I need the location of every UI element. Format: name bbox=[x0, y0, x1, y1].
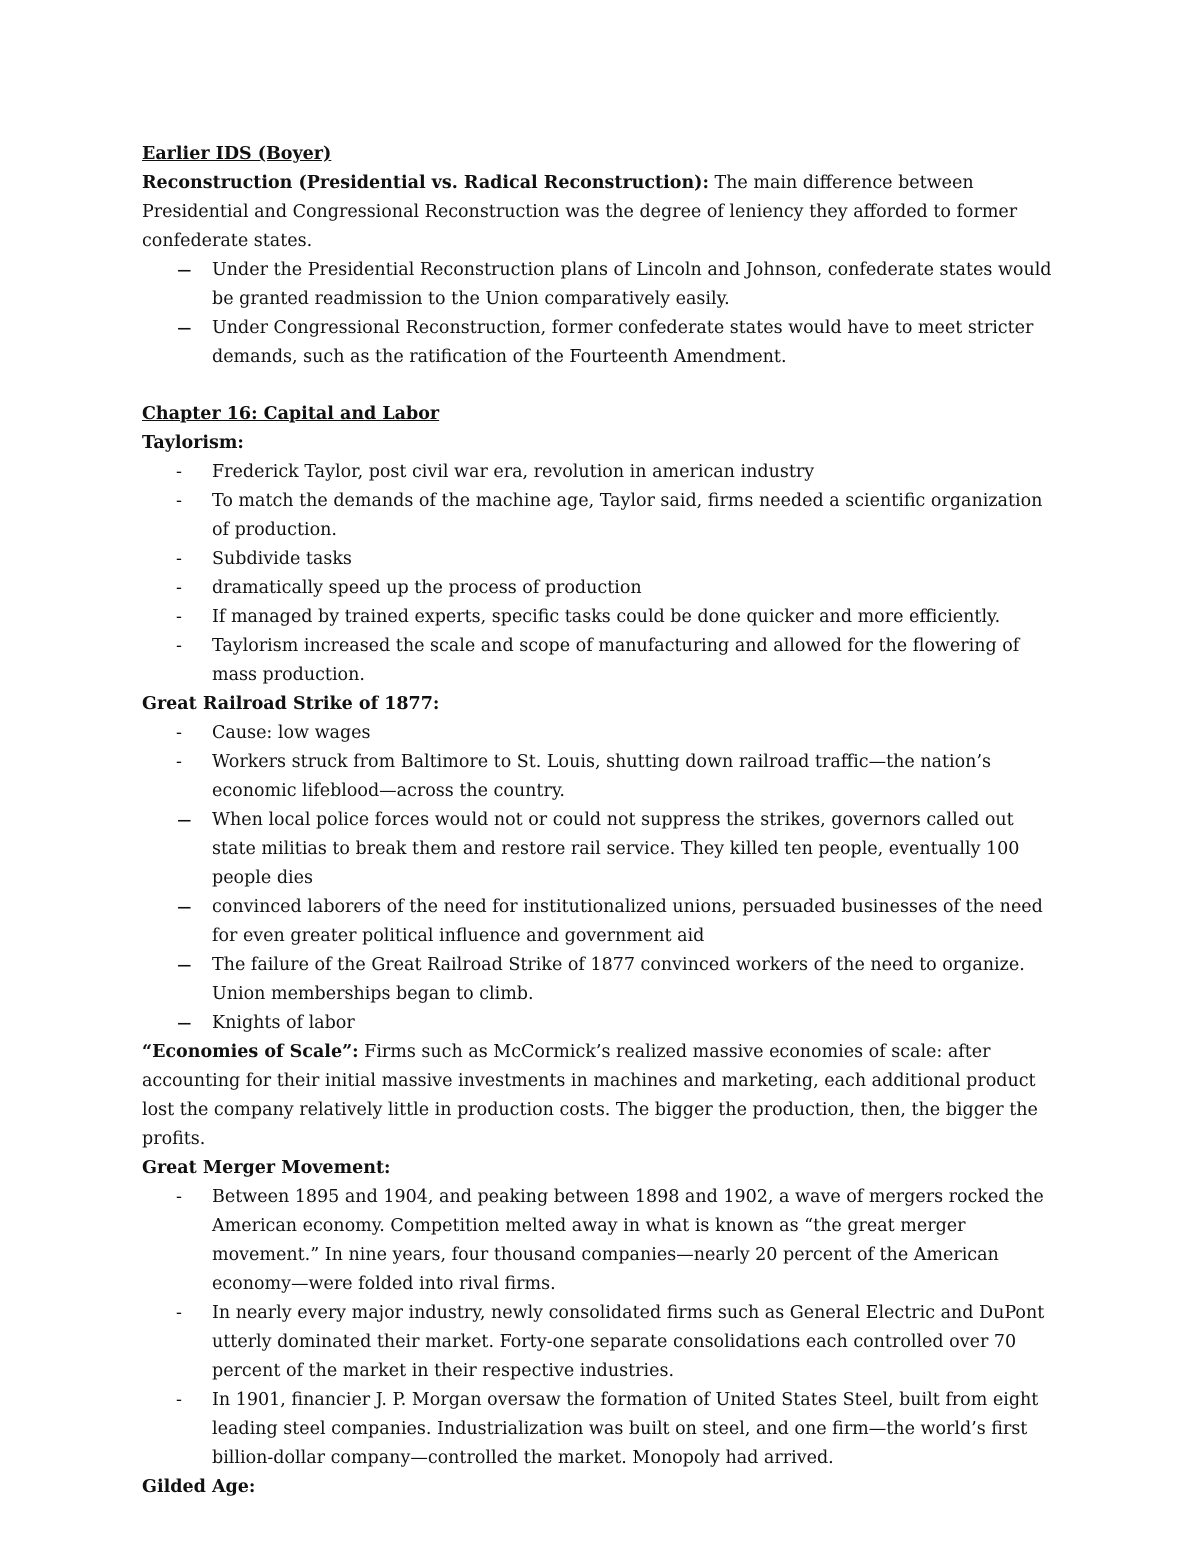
dash-bullet: − bbox=[176, 808, 193, 832]
list-item bbox=[142, 1299, 1060, 1386]
dash-bullet: − bbox=[176, 895, 193, 919]
list-item-text: Subdivide tasks bbox=[212, 549, 352, 569]
economies-text: Firms such as McCormick’s realized massive economies of scale: after accounting for their initial massive investments in machines and marketing, each additional product lost the company relatively little in production costs. The bigger the production, then, the bigger the profits. bbox=[142, 1042, 1038, 1149]
list-item-text: Cause: low wages bbox=[212, 723, 371, 743]
dash-bullet: - bbox=[176, 491, 182, 511]
dash-bullet: - bbox=[176, 636, 182, 656]
list-item-text: To match the demands of the machine age, Taylor said, firms needed a scientific organization of production. bbox=[212, 491, 1043, 540]
list-item-text: dramatically speed up the process of production bbox=[212, 578, 642, 598]
list-item bbox=[142, 574, 1060, 603]
list-item-text: In 1901, financier J. P. Morgan oversaw the formation of United States Steel, built from eight leading steel companies. Industrialization was built on steel, and one firm—the world’s first billion-dollar company—controlled the market. Monopoly had arrived. bbox=[212, 1390, 1039, 1468]
dash-bullet: − bbox=[176, 1011, 193, 1035]
list-item bbox=[142, 1183, 1060, 1299]
section-title-earlier-ids: Earlier IDS (Boyer) bbox=[142, 144, 332, 164]
dash-bullet: - bbox=[176, 607, 182, 627]
reconstruction-paragraph bbox=[142, 169, 1060, 256]
list-item bbox=[142, 893, 1060, 951]
list-item-text: Under the Presidential Reconstruction plans of Lincoln and Johnson, confederate states would be granted readmission to the Union comparatively easily. bbox=[212, 260, 1052, 309]
list-item bbox=[142, 1386, 1060, 1473]
taylorism-list bbox=[142, 458, 1060, 690]
list-item bbox=[142, 748, 1060, 806]
list-item bbox=[142, 719, 1060, 748]
list-item bbox=[142, 1009, 1060, 1038]
economies-term: “Economies of Scale”: bbox=[142, 1042, 359, 1062]
list-item-text: Frederick Taylor, post civil war era, revolution in american industry bbox=[212, 462, 815, 482]
list-item bbox=[142, 458, 1060, 487]
list-item bbox=[142, 256, 1060, 314]
list-item bbox=[142, 487, 1060, 545]
list-item-text: Taylorism increased the scale and scope of manufacturing and allowed for the flowering of mass production. bbox=[212, 636, 1020, 685]
list-item-text: convinced laborers of the need for institutionalized unions, persuaded businesses of the need for even greater political influence and government aid bbox=[212, 897, 1043, 946]
dash-bullet: − bbox=[176, 953, 193, 977]
list-item bbox=[142, 951, 1060, 1009]
reconstruction-text: The main difference between Presidential and Congressional Reconstruction was the degree of leniency they afforded to former confederate states. bbox=[142, 173, 1018, 251]
spacer bbox=[142, 372, 1060, 400]
dash-bullet: - bbox=[176, 723, 182, 743]
heading-taylorism: Taylorism: bbox=[142, 433, 244, 453]
heading-gilded-age: Gilded Age: bbox=[142, 1477, 256, 1497]
dash-bullet: - bbox=[176, 1390, 182, 1410]
reconstruction-list bbox=[142, 256, 1060, 372]
list-item bbox=[142, 603, 1060, 632]
dash-bullet: - bbox=[176, 1187, 182, 1207]
railroad-list-short bbox=[142, 719, 1060, 806]
section-title-chapter-16: Chapter 16: Capital and Labor bbox=[142, 404, 440, 424]
dash-bullet: - bbox=[176, 752, 182, 772]
dash-bullet: - bbox=[176, 578, 182, 598]
merger-list bbox=[142, 1183, 1060, 1473]
list-item-text: Under Congressional Reconstruction, former confederate states would have to meet stricter demands, such as the ratification of the Fourteenth Amendment. bbox=[212, 318, 1034, 367]
reconstruction-term: Reconstruction (Presidential vs. Radical Reconstruction): bbox=[142, 173, 709, 193]
dash-bullet: − bbox=[176, 316, 193, 340]
list-item-text: If managed by trained experts, specific tasks could be done quicker and more efficiently. bbox=[212, 607, 1001, 627]
list-item bbox=[142, 545, 1060, 574]
list-item-text: Knights of labor bbox=[212, 1013, 355, 1033]
dash-bullet: - bbox=[176, 549, 182, 569]
railroad-list-long bbox=[142, 806, 1060, 1038]
list-item-text: Between 1895 and 1904, and peaking between 1898 and 1902, a wave of mergers rocked the American economy. Competition melted away in what is known as “the great merger movement.” In nine years, four thousand companies—nearly 20 percent of the American economy—were folded into rival firms. bbox=[212, 1187, 1044, 1294]
list-item-text: Workers struck from Baltimore to St. Louis, shutting down railroad traffic—the nation’s economic lifeblood—across the country. bbox=[212, 752, 991, 801]
list-item-text: When local police forces would not or could not suppress the strikes, governors called out state militias to break them and restore rail service. They killed ten people, eventually 100 people dies bbox=[212, 810, 1020, 888]
list-item-text: The failure of the Great Railroad Strike of 1877 convinced workers of the need to organize. Union memberships began to climb. bbox=[212, 955, 1025, 1004]
dash-bullet: - bbox=[176, 462, 182, 482]
dash-bullet: − bbox=[176, 258, 193, 282]
list-item bbox=[142, 314, 1060, 372]
list-item bbox=[142, 632, 1060, 690]
heading-merger-movement: Great Merger Movement: bbox=[142, 1158, 391, 1178]
heading-railroad-strike: Great Railroad Strike of 1877: bbox=[142, 694, 440, 714]
list-item-text: In nearly every major industry, newly consolidated firms such as General Electric and DuPont utterly dominated their market. Forty-one separate consolidations each controlled over 70 percent of the market in their respective industries. bbox=[212, 1303, 1045, 1381]
economies-paragraph bbox=[142, 1038, 1060, 1154]
list-item bbox=[142, 806, 1060, 893]
dash-bullet: - bbox=[176, 1303, 182, 1323]
